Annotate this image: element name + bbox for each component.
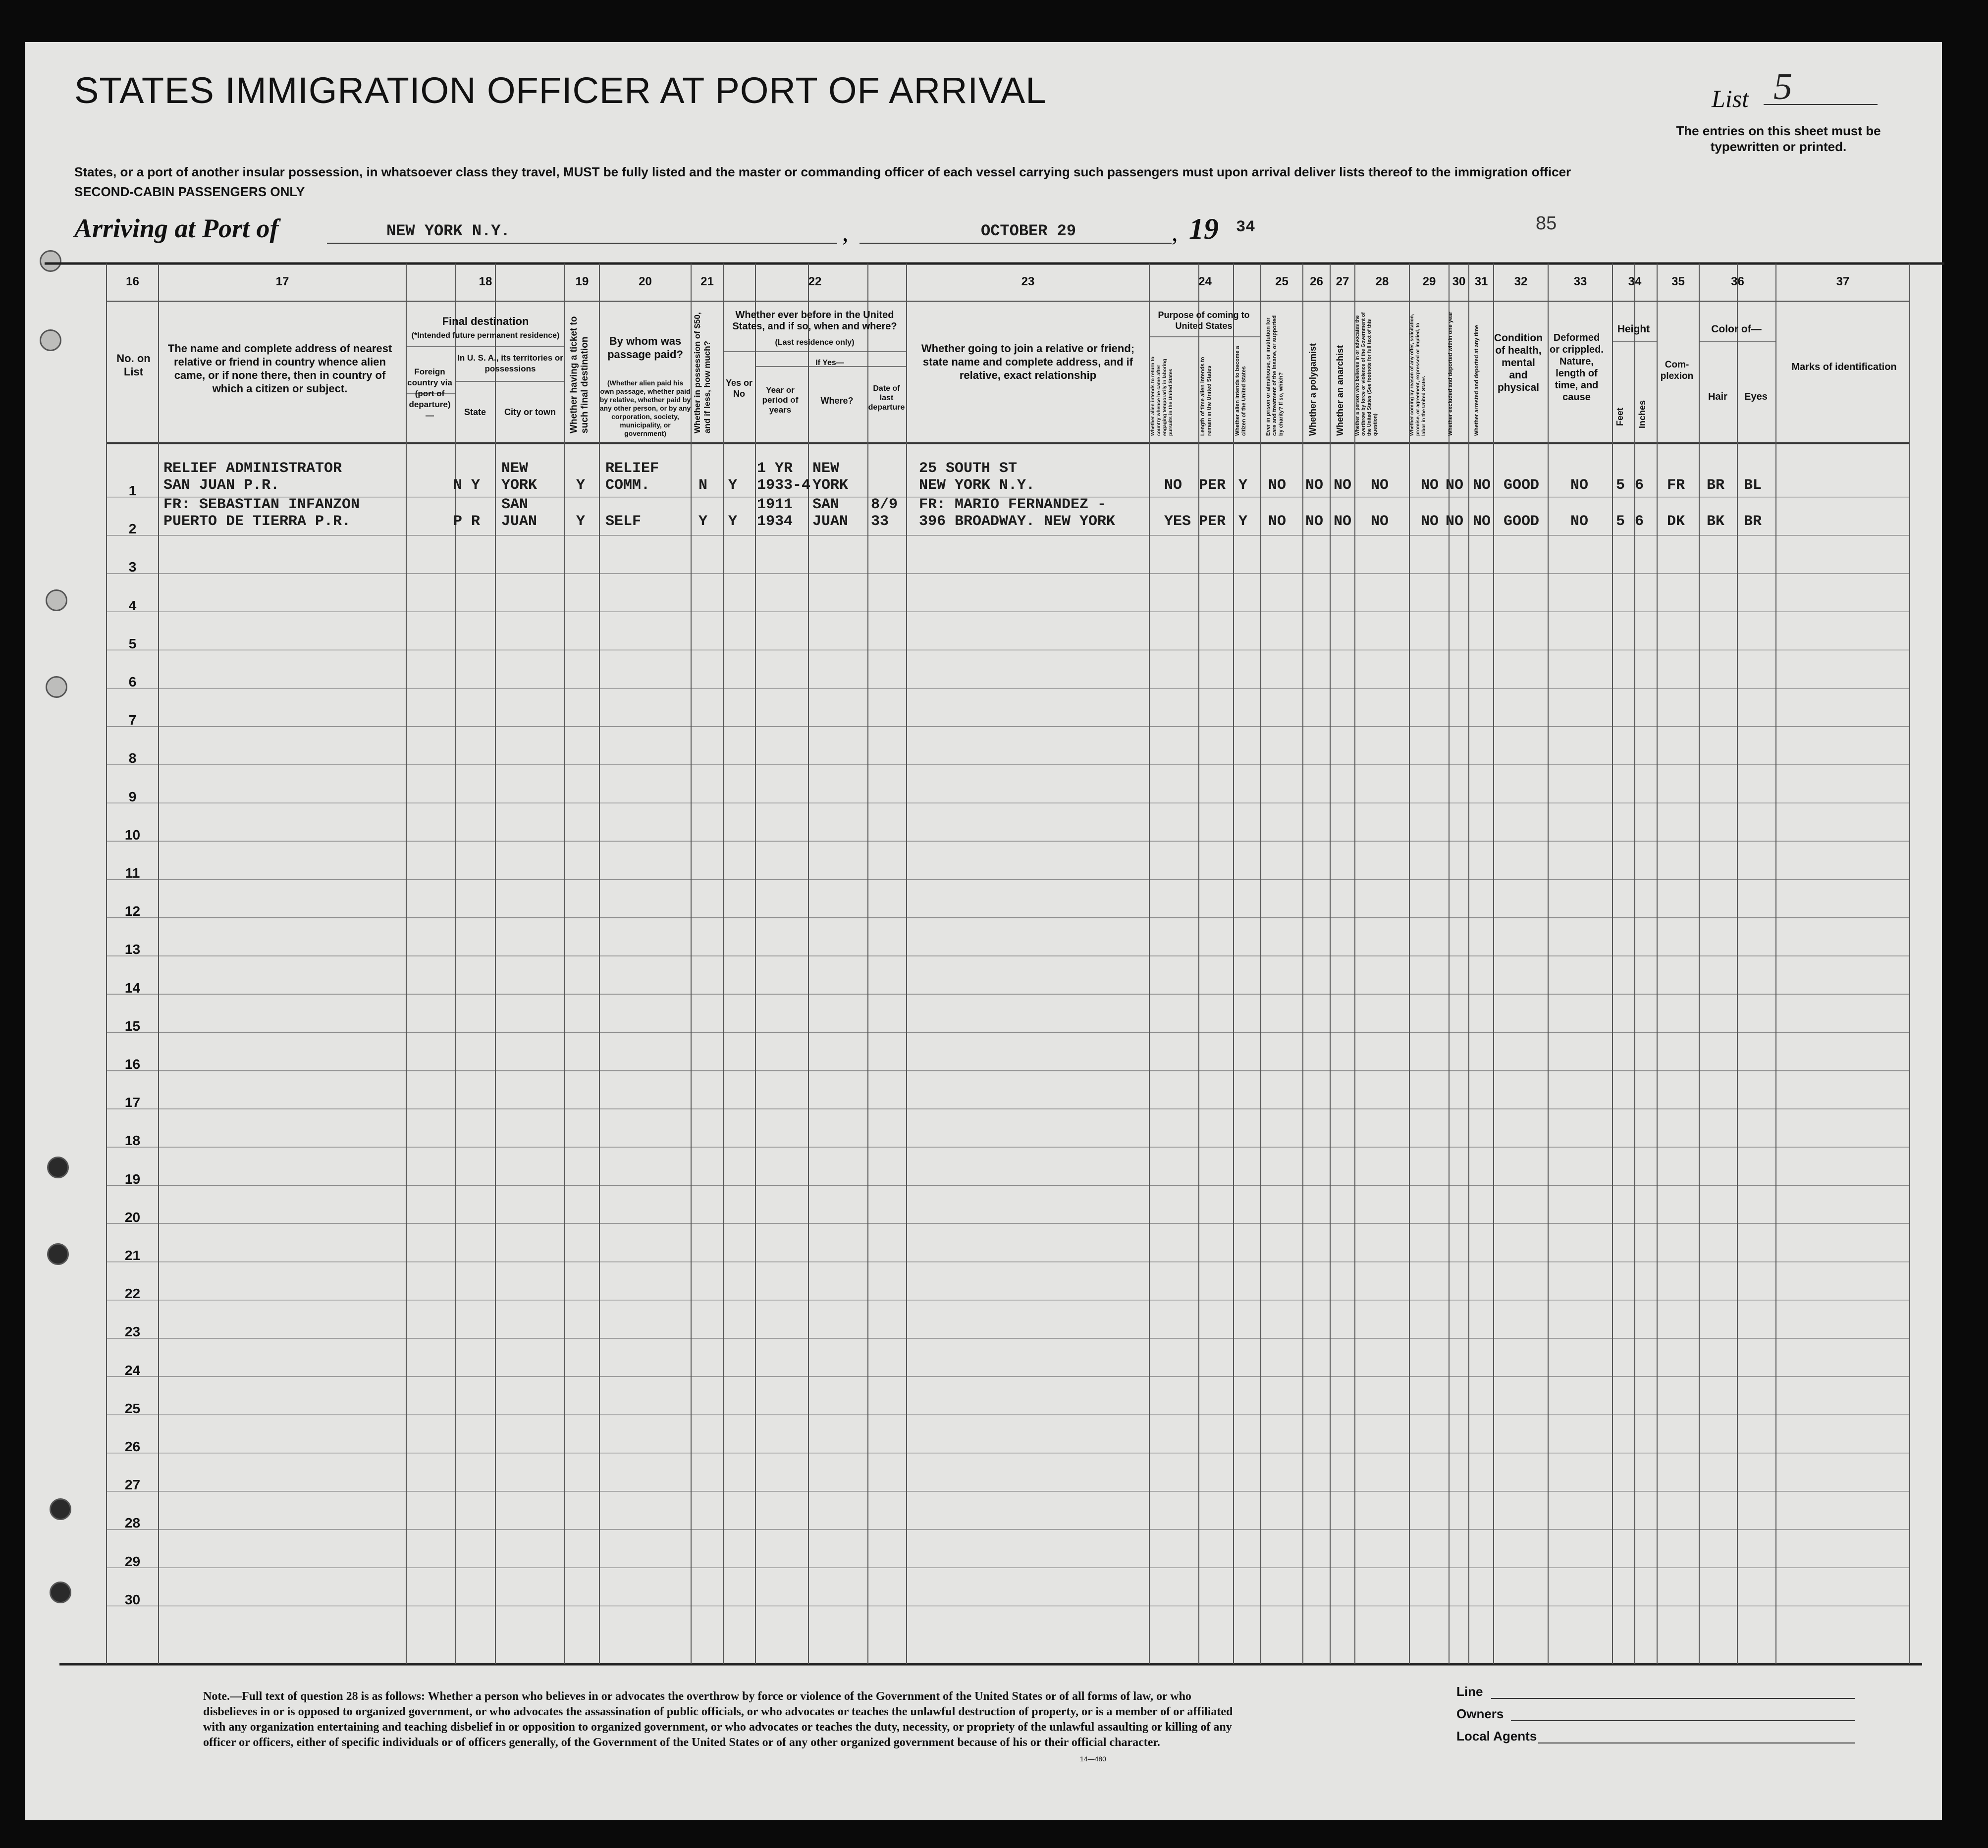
header-eyes: Eyes xyxy=(1744,391,1768,402)
row-number: 19 xyxy=(124,1171,141,1187)
cell-eyes: BR xyxy=(1744,513,1762,530)
row-number: 22 xyxy=(124,1286,141,1302)
cell-where-2: JUAN xyxy=(812,513,849,530)
cabin-class: SECOND-CABIN PASSENGERS ONLY xyxy=(74,184,305,199)
page-number: 85 xyxy=(1536,213,1557,234)
cell-paid-1: RELIEF xyxy=(605,460,659,477)
cell-prison: NO xyxy=(1268,477,1287,494)
column-number: 24 xyxy=(1198,275,1212,288)
column-number: 22 xyxy=(808,275,822,288)
header-health: Condition of health, mental and physical xyxy=(1494,332,1543,393)
header-marks: Marks of identification xyxy=(1791,362,1897,372)
header-color-of: Color of— xyxy=(1711,323,1762,335)
header-overthrow: Whether a person who believes in or advocates the overthrow by force or violence of the Government of the United States (See footnote for full text of this question) xyxy=(1355,312,1378,436)
comma: , xyxy=(842,218,849,246)
header-city: City or town xyxy=(504,407,556,417)
cell-labor: NO xyxy=(1421,513,1439,530)
header-ticket: Whether having a ticket to such final destination xyxy=(569,316,590,433)
header-in-usa: In U. S. A., its territories or possessions xyxy=(457,353,563,373)
row-number: 25 xyxy=(124,1400,141,1416)
cell-anarchist: NO xyxy=(1334,477,1352,494)
year-prefix: 19 xyxy=(1189,212,1219,245)
cell-ticket: Y xyxy=(576,477,586,494)
header-foreign-country: Foreign country via (port of departure)— xyxy=(407,367,452,420)
row-number: 4 xyxy=(128,597,137,613)
arrival-year: 34 xyxy=(1236,218,1255,236)
header-nearest-relative: The name and complete address of nearest relative or friend in country whence alien came, or if none there, then in country of which a citizen or subject. xyxy=(167,342,392,395)
header-deported: Whether arrested and deported at any time xyxy=(1474,325,1480,436)
row-number: 6 xyxy=(128,674,137,689)
header-going-to-join: Whether going to join a relative or friend; state name and complete address, and if relative, exact relationship xyxy=(921,342,1135,381)
cell-feet: 5 xyxy=(1616,513,1625,530)
list-label: List xyxy=(1712,85,1749,112)
header-fifty-dollars: Whether in possession of $50, and if less, how much? xyxy=(693,312,712,433)
cell-deformed: NO xyxy=(1570,477,1589,494)
header-feet: Feet xyxy=(1615,407,1625,426)
comma: , xyxy=(1172,218,1178,246)
header-complexion: Com-plexion xyxy=(1660,360,1694,381)
column-number: 31 xyxy=(1474,275,1488,288)
cell-period-2: 1934 xyxy=(757,513,793,530)
cell-overthrow: NO xyxy=(1371,477,1389,494)
header-year-period: Year or period of years xyxy=(762,385,799,415)
row-number: 1 xyxy=(128,483,137,498)
cell-ticket: Y xyxy=(576,513,586,530)
header-if-yes: If Yes— xyxy=(815,359,844,367)
row-number: 29 xyxy=(124,1553,141,1569)
header-deformed: Deformed or crippled. Nature, length of time, and cause xyxy=(1550,332,1604,403)
form-title: STATES IMMIGRATION OFFICER AT PORT OF ARRIVAL xyxy=(74,70,1047,111)
cell-polygamist: NO xyxy=(1305,513,1324,530)
cell-departure-2: 33 xyxy=(871,513,889,530)
header-prison: Ever in prison or almshouse, or institution for care and treatment of the insane, or supported by charity? If so, which? xyxy=(1265,315,1284,436)
header-destination-note: (*Intended future permanent residence) xyxy=(411,331,560,340)
cell-city-2: JUAN xyxy=(501,513,537,530)
instructions: States, or a port of another insular possession, in whatsoever class they travel, MUST be fully listed and the master or commanding officer of each vessel carrying such passengers must upon arrival deliver lists thereof to the immigration officer xyxy=(74,164,1571,179)
cell-length: PER xyxy=(1199,513,1226,530)
cell-hair: BR xyxy=(1707,477,1725,494)
column-number: 29 xyxy=(1422,275,1436,288)
column-number: 17 xyxy=(275,275,289,288)
cell-relative-2: PUERTO DE TIERRA P.R. xyxy=(163,513,351,530)
row-number: 2 xyxy=(128,521,137,537)
cell-paid-2: COMM. xyxy=(605,477,650,494)
line-signature-line xyxy=(1491,1698,1855,1699)
row-number: 17 xyxy=(124,1095,141,1110)
cell-period-1: 1911 xyxy=(757,496,793,513)
cell-health: GOOD xyxy=(1504,477,1540,494)
cell-city-2: YORK xyxy=(501,477,537,494)
column-number: 18 xyxy=(479,275,492,288)
column-number: 35 xyxy=(1671,275,1685,288)
row-number: 7 xyxy=(128,712,137,728)
cell-anarchist: NO xyxy=(1334,513,1352,530)
column-number: 36 xyxy=(1731,275,1744,288)
header-excluded: Whether excluded and deported within one year xyxy=(1448,312,1453,436)
row-number: 14 xyxy=(124,980,141,996)
list-number: 5 xyxy=(1773,66,1792,107)
cell-state: N Y xyxy=(453,477,481,494)
row-number: 30 xyxy=(124,1591,141,1607)
agents-label: Local Agents xyxy=(1456,1729,1537,1743)
column-number: 23 xyxy=(1021,275,1035,288)
cell-money: Y xyxy=(698,513,708,530)
cell-paid-2: SELF xyxy=(605,513,642,530)
header-passage-note: (Whether alien paid his own passage, whether paid by relative, whether paid by any other person, or by any corporation, society, municipality, or government) xyxy=(599,379,691,437)
cell-deported: NO xyxy=(1473,513,1491,530)
cell-deformed: NO xyxy=(1570,513,1589,530)
header-inches: Inches xyxy=(1637,400,1647,428)
row-number: 5 xyxy=(128,635,137,651)
header-yes-no: Yes or No xyxy=(725,378,753,399)
column-number: 28 xyxy=(1375,275,1389,288)
footnote: Note.—Full text of question 28 is as follows: Whether a person who believes in or advocates the overthrow by force or violence of the Government of the United States or of all forms of law, or who disbelieves in or is opposed to organized government, or who advocates the assassination of public officials, or who advocates or teaches the unlawful destruction of property, or is a member of or affiliated with any organization entertaining and teaching disbelief in or opposition to organized government, or who advocates or teaches the duty, necessity, or propriety of the unlawful assaulting or killing of any officer or officers, either of specific individuals or of officers generally, of the Government of the United States or of any other organized government because of his or their official character. xyxy=(203,1690,1233,1749)
column-number: 37 xyxy=(1836,275,1850,288)
column-number: 16 xyxy=(126,275,139,288)
cell-state: P R xyxy=(453,513,481,530)
cell-period-1: 1 YR xyxy=(757,460,793,477)
column-number: 19 xyxy=(575,275,589,288)
row-number: 27 xyxy=(124,1477,141,1493)
column-number: 21 xyxy=(700,275,714,288)
row-number: 24 xyxy=(124,1362,141,1378)
header-hair: Hair xyxy=(1708,391,1727,402)
cell-excluded: NO xyxy=(1446,513,1464,530)
header-last-residence: (Last residence only) xyxy=(775,338,855,347)
header-purpose: Purpose of coming to United States xyxy=(1158,310,1250,331)
cell-eyes: BL xyxy=(1744,477,1762,494)
cell-overthrow: NO xyxy=(1371,513,1389,530)
cell-before: Y xyxy=(728,477,738,494)
header-return: Whether alien intends to return to country whence he came after engaging temporarily in laboring pursuits in the United States xyxy=(1150,356,1174,436)
cell-feet: 5 xyxy=(1616,477,1625,494)
cell-departure-1: 8/9 xyxy=(871,496,898,513)
row-number: 3 xyxy=(128,559,137,575)
cell-inches: 6 xyxy=(1635,513,1644,530)
row-number: 11 xyxy=(125,865,140,881)
cell-join-1: FR: MARIO FERNANDEZ - xyxy=(919,496,1107,513)
cell-length: PER xyxy=(1199,477,1226,494)
cell-city-1: NEW xyxy=(501,460,529,477)
cell-health: GOOD xyxy=(1504,513,1540,530)
cell-excluded: NO xyxy=(1446,477,1464,494)
cell-return: NO xyxy=(1164,477,1182,494)
column-number: 32 xyxy=(1514,275,1528,288)
row-number: 18 xyxy=(124,1133,141,1149)
arrival-port: NEW YORK N.Y. xyxy=(386,222,510,240)
header-citizen: Whether alien intends to become a citizen of the United States xyxy=(1235,346,1247,436)
cell-join-2: NEW YORK N.Y. xyxy=(919,477,1035,494)
row-number: 23 xyxy=(124,1324,141,1340)
cell-join-2: 396 BROADWAY. NEW YORK xyxy=(919,513,1116,530)
cell-polygamist: NO xyxy=(1305,477,1324,494)
column-number: 33 xyxy=(1573,275,1587,288)
arrival-date: OCTOBER 29 xyxy=(981,222,1076,240)
cell-complexion: FR xyxy=(1667,477,1685,494)
cell-deported: NO xyxy=(1473,477,1491,494)
header-ever-before: Whether ever before in the United States, and if so, when and where? xyxy=(732,310,897,332)
header-no-on-list: No. on List xyxy=(116,352,151,378)
cell-relative-1: RELIEF ADMINISTRATOR xyxy=(163,460,342,477)
form-number: 14—480 xyxy=(1080,1755,1106,1763)
column-number: 27 xyxy=(1336,275,1349,288)
header-where: Where? xyxy=(820,396,854,406)
agents-signature-line xyxy=(1538,1742,1855,1743)
row-number: 21 xyxy=(124,1248,141,1263)
cell-join-1: 25 SOUTH ST xyxy=(919,460,1018,477)
row-number: 13 xyxy=(124,942,141,957)
header-passage-paid: By whom was passage paid? xyxy=(607,335,683,361)
cell-complexion: DK xyxy=(1667,513,1685,530)
cell-labor: NO xyxy=(1421,477,1439,494)
cell-where-2: YORK xyxy=(812,477,849,494)
typewritten-note: The entries on this sheet must be typewritten or printed. xyxy=(1676,123,1881,154)
owners-label: Owners xyxy=(1456,1706,1504,1721)
cell-city-1: SAN xyxy=(501,496,529,513)
row-number: 20 xyxy=(124,1209,141,1225)
row-number: 10 xyxy=(124,827,141,843)
column-number: 30 xyxy=(1452,275,1466,288)
header-state: State xyxy=(464,407,486,417)
owners-signature-line xyxy=(1511,1720,1855,1721)
row-number: 9 xyxy=(128,789,137,804)
header-anarchist: Whether an anarchist xyxy=(1335,345,1345,436)
arriving-label: Arriving at Port of xyxy=(74,213,279,243)
header-polygamist: Whether a polygamist xyxy=(1308,343,1318,436)
cell-return: YES xyxy=(1164,513,1191,530)
row-number: 15 xyxy=(124,1018,141,1034)
cell-relative-1: FR: SEBASTIAN INFANZON xyxy=(163,496,360,513)
cell-money: N xyxy=(698,477,708,494)
cell-citizen: Y xyxy=(1238,513,1248,530)
line-label: Line xyxy=(1456,1684,1483,1699)
column-number: 20 xyxy=(639,275,652,288)
cell-before: Y xyxy=(728,513,738,530)
header-length-of-stay: Length of time alien intends to remain in the United States xyxy=(1200,357,1212,436)
cell-hair: BK xyxy=(1707,513,1725,530)
row-number: 28 xyxy=(124,1515,141,1531)
header-date-departure: Date of last departure xyxy=(868,384,905,412)
cell-where-1: NEW xyxy=(812,460,840,477)
cell-inches: 6 xyxy=(1635,477,1644,494)
column-number: 26 xyxy=(1310,275,1323,288)
header-height: Height xyxy=(1617,323,1650,335)
cell-relative-2: SAN JUAN P.R. xyxy=(163,477,280,494)
row-number: 12 xyxy=(124,903,141,919)
row-number: 26 xyxy=(124,1439,141,1454)
row-number: 16 xyxy=(124,1056,141,1072)
cell-where-1: SAN xyxy=(812,496,840,513)
header-final-destination: Final destination xyxy=(442,315,529,327)
column-number: 25 xyxy=(1275,275,1289,288)
cell-prison: NO xyxy=(1268,513,1287,530)
column-number: 34 xyxy=(1628,275,1642,288)
cell-period-2: 1933-4 xyxy=(757,477,811,494)
header-labor-offer: Whether coming by reason of any offer, solicitation, promise, or agreement, expressed or implied, to labor in the United States xyxy=(1409,314,1427,436)
row-number: 8 xyxy=(128,750,137,766)
cell-citizen: Y xyxy=(1238,477,1248,494)
